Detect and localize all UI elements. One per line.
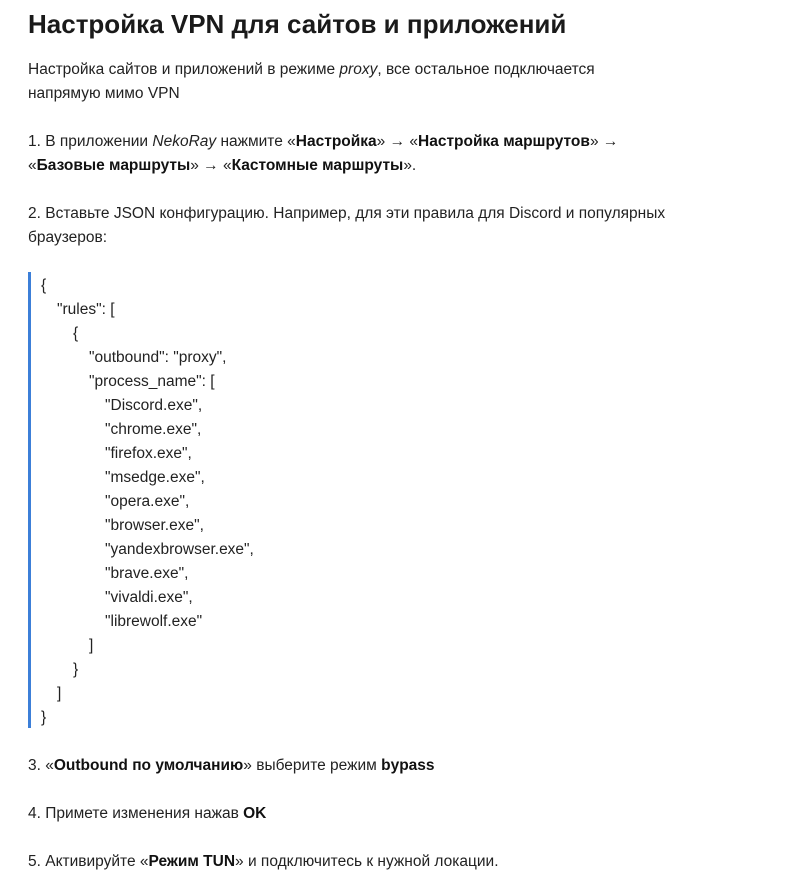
code-line: "outbound": "proxy", (89, 349, 227, 366)
code-line: { (41, 277, 47, 294)
step1-menu-settings: Настройка (295, 133, 377, 150)
step-2-paragraph (28, 202, 748, 250)
step1-menu-routes: Настройка маршрутов (418, 133, 590, 150)
code-line: "msedge.exe", (105, 469, 205, 486)
step1-app-name: NekoRay (152, 133, 217, 150)
code-line: "librewolf.exe" (105, 613, 203, 630)
code-line: "yandexbrowser.exe", (105, 541, 254, 558)
code-line: } (73, 661, 79, 678)
code-line: "browser.exe", (105, 517, 204, 534)
step3-prefix: 3. « (28, 757, 54, 774)
code-line: } (41, 709, 47, 726)
step1-arrow2: » → (589, 133, 619, 150)
intro-line2: напрямую мимо VPN (28, 85, 180, 102)
code-line: "vivaldi.exe", (105, 589, 193, 606)
step2-line2: браузеров: (28, 229, 108, 246)
step5-tun-mode: Режим TUN (148, 853, 236, 870)
step4-prefix: 4. Примете изменения нажав (28, 805, 244, 822)
code-line: ] (89, 637, 94, 654)
code-line: "rules": [ (57, 301, 115, 318)
step1-arrow3: » → « (190, 157, 232, 174)
code-line: "firefox.exe", (105, 445, 192, 462)
step5-prefix: 5. Активируйте « (28, 853, 149, 870)
step1-mid: нажмите « (216, 133, 296, 150)
step3-outbound-default: Outbound по умолчанию (53, 757, 244, 774)
intro-text-after: , все остальное подключается (377, 61, 595, 78)
step3-bypass: bypass (381, 757, 435, 774)
code-line: { (73, 325, 79, 342)
code-line: "Discord.exe", (105, 397, 203, 414)
step1-menu-basic-routes: Базовые маршруты (36, 157, 191, 174)
step3-mid: » выберите режим (243, 757, 382, 774)
intro-text-before: Настройка сайтов и приложений в режиме (28, 61, 340, 78)
code-line: "opera.exe", (105, 493, 190, 510)
step-4-paragraph (28, 802, 748, 826)
code-line: "chrome.exe", (105, 421, 202, 438)
intro-paragraph (28, 58, 748, 106)
step1-end: ». (403, 157, 417, 174)
json-code-block[interactable] (28, 272, 748, 728)
code-line: "process_name": [ (89, 373, 215, 390)
step2-line1: 2. Вставьте JSON конфигурацию. Например, для эти правила для Discord и популярных (28, 205, 666, 222)
step1-menu-custom-routes: Кастомные маршруты (231, 157, 404, 174)
step-1-paragraph (28, 130, 748, 178)
step1-line2-start: « (28, 157, 37, 174)
step-3-paragraph (28, 754, 748, 778)
step1-arrow1: » → « (376, 133, 419, 150)
step4-ok: OK (243, 805, 267, 822)
step1-prefix: 1. В приложении (28, 133, 153, 150)
code-line: ] (57, 685, 62, 702)
step5-suffix: » и подключитесь к нужной локации. (235, 853, 499, 870)
intro-italic: proxy (339, 61, 378, 78)
step-5-paragraph (28, 850, 748, 874)
page-title: Настройка VPN для сайтов и приложений (28, 9, 567, 39)
code-line: "brave.exe", (105, 565, 189, 582)
